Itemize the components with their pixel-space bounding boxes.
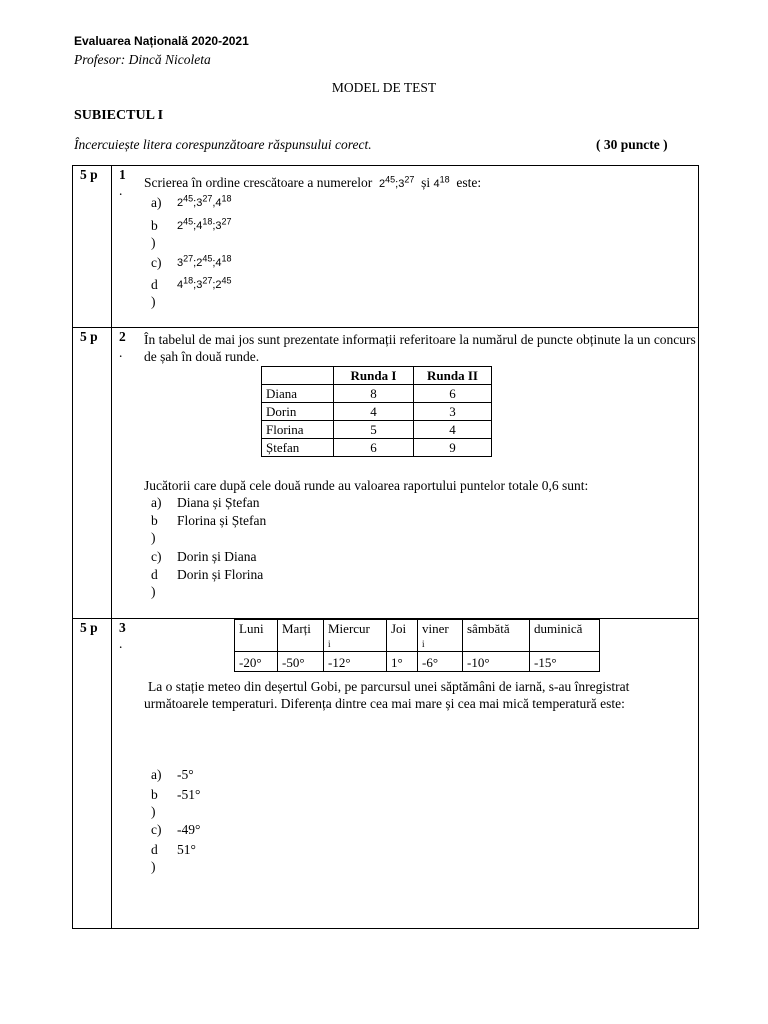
question-prompt: Jucătorii care după cele două runde au valoarea raportului puntelor totale 0,6 sunt: bbox=[144, 478, 589, 493]
round-1-score: 8 bbox=[334, 385, 414, 403]
question-points: 5 p bbox=[73, 166, 112, 327]
temp-cell: -10° bbox=[463, 652, 530, 672]
temp-cell: -15° bbox=[530, 652, 600, 672]
option-b-text[interactable]: -51° bbox=[177, 787, 201, 802]
question-points: 5 p bbox=[73, 328, 112, 618]
round-1-score: 5 bbox=[334, 421, 414, 439]
option-b-text[interactable]: $2^{45};4^{18};3^{27}$ bbox=[177, 216, 232, 232]
temp-cell: -6° bbox=[418, 652, 463, 672]
day-cell: Luni bbox=[235, 620, 278, 652]
player-name: Diana bbox=[262, 385, 334, 403]
day-cell: Miercur i bbox=[324, 620, 387, 652]
temp-cell: -12° bbox=[324, 652, 387, 672]
day-cell: duminică bbox=[530, 620, 600, 652]
option-a-text[interactable]: Diana și Ștefan bbox=[177, 495, 260, 510]
temp-cell: -20° bbox=[235, 652, 278, 672]
round-2-score: 6 bbox=[414, 385, 492, 403]
option-b-letter[interactable]: b bbox=[151, 218, 158, 233]
option-a-letter[interactable]: a) bbox=[151, 767, 162, 782]
table-header-cell bbox=[262, 367, 334, 385]
day-cell: Marți bbox=[278, 620, 324, 652]
question-3 bbox=[72, 618, 699, 929]
option-d-text[interactable]: Dorin și Florina bbox=[177, 567, 264, 582]
subject-heading: SUBIECTUL I bbox=[74, 108, 164, 123]
round-2-score: 4 bbox=[414, 421, 492, 439]
option-a-text[interactable]: -5° bbox=[177, 767, 194, 782]
option-b-letter[interactable]: b bbox=[151, 787, 158, 802]
option-b-paren: ) bbox=[151, 804, 156, 819]
question-stem: În tabelul de mai jos sunt prezentate informații referitoare la numărul de puncte obținute la un concurs de șah în două runde. bbox=[144, 332, 696, 364]
player-name: Florina bbox=[262, 421, 334, 439]
day-cell: viner i bbox=[418, 620, 463, 652]
total-points: ( 30 puncte ) bbox=[596, 137, 668, 152]
option-d-paren: ) bbox=[151, 584, 156, 599]
option-b-paren: ) bbox=[151, 235, 156, 250]
day-cell: Joi bbox=[387, 620, 418, 652]
table-row bbox=[262, 385, 492, 403]
table-row bbox=[262, 403, 492, 421]
instruction-text: Încercuiește litera corespunzătoare răspunsului corect. bbox=[74, 137, 372, 152]
day-cell: sâmbătă bbox=[463, 620, 530, 652]
table-row bbox=[262, 421, 492, 439]
table-header-cell: Runda II bbox=[414, 367, 492, 385]
option-d-letter[interactable]: d bbox=[151, 277, 158, 292]
question-1 bbox=[72, 165, 699, 328]
option-a-letter[interactable]: a) bbox=[151, 195, 162, 210]
question-number: 3 . bbox=[119, 620, 126, 651]
round-2-score: 9 bbox=[414, 439, 492, 457]
option-d-letter[interactable]: d bbox=[151, 842, 158, 857]
player-name: Ștefan bbox=[262, 439, 334, 457]
test-title: MODEL DE TEST bbox=[331, 80, 437, 95]
temp-cell: 1° bbox=[387, 652, 418, 672]
question-number: 2 . bbox=[119, 329, 126, 360]
question-number: 1 . bbox=[119, 167, 126, 198]
option-d-text[interactable]: 51° bbox=[177, 842, 196, 857]
option-c-text[interactable]: $3^{27};2^{45};4^{18}$ bbox=[177, 253, 232, 269]
teacher-name: Profesor: Dincă Nicoleta bbox=[74, 52, 211, 67]
option-b-paren: ) bbox=[151, 530, 156, 545]
option-d-paren: ) bbox=[151, 859, 156, 874]
table-header-cell: Runda I bbox=[334, 367, 414, 385]
option-c-letter[interactable]: c) bbox=[151, 549, 162, 564]
option-b-letter[interactable]: b bbox=[151, 513, 158, 528]
exam-title: Evaluarea Națională 2020-2021 bbox=[74, 34, 249, 48]
option-c-text[interactable]: -49° bbox=[177, 822, 201, 837]
question-stem: Scrierea în ordine crescătoare a numerelor $2^{45};3^{27}$ și $4^{18}$ este: bbox=[144, 174, 482, 190]
points-table bbox=[261, 366, 492, 457]
option-c-text[interactable]: Dorin și Diana bbox=[177, 549, 257, 564]
option-a-letter[interactable]: a) bbox=[151, 495, 162, 510]
table-header-row bbox=[262, 367, 492, 385]
option-c-letter[interactable]: c) bbox=[151, 822, 162, 837]
days-row bbox=[235, 620, 600, 652]
temps-row bbox=[235, 652, 600, 672]
player-name: Dorin bbox=[262, 403, 334, 421]
question-stem: La o stație meteo din deșertul Gobi, pe parcursul unei săptămâni de iarnă, s-au înregistrat următoarele temperaturi. Diferența dintre cea mai mare și cea mai mică temperatură este: bbox=[144, 679, 630, 711]
round-1-score: 4 bbox=[334, 403, 414, 421]
option-a-text[interactable]: $2^{45};3^{27},4^{18}$ bbox=[177, 193, 232, 209]
round-2-score: 3 bbox=[414, 403, 492, 421]
option-d-text[interactable]: $4^{18};3^{27};2^{45}$ bbox=[177, 275, 232, 291]
option-d-paren: ) bbox=[151, 294, 156, 309]
option-d-letter[interactable]: d bbox=[151, 567, 158, 582]
question-2 bbox=[72, 327, 699, 619]
temp-cell: -50° bbox=[278, 652, 324, 672]
table-row bbox=[262, 439, 492, 457]
question-points: 5 p bbox=[73, 619, 112, 928]
option-c-letter[interactable]: c) bbox=[151, 255, 162, 270]
option-b-text[interactable]: Florina și Ștefan bbox=[177, 513, 267, 528]
round-1-score: 6 bbox=[334, 439, 414, 457]
temperature-table bbox=[234, 619, 600, 672]
